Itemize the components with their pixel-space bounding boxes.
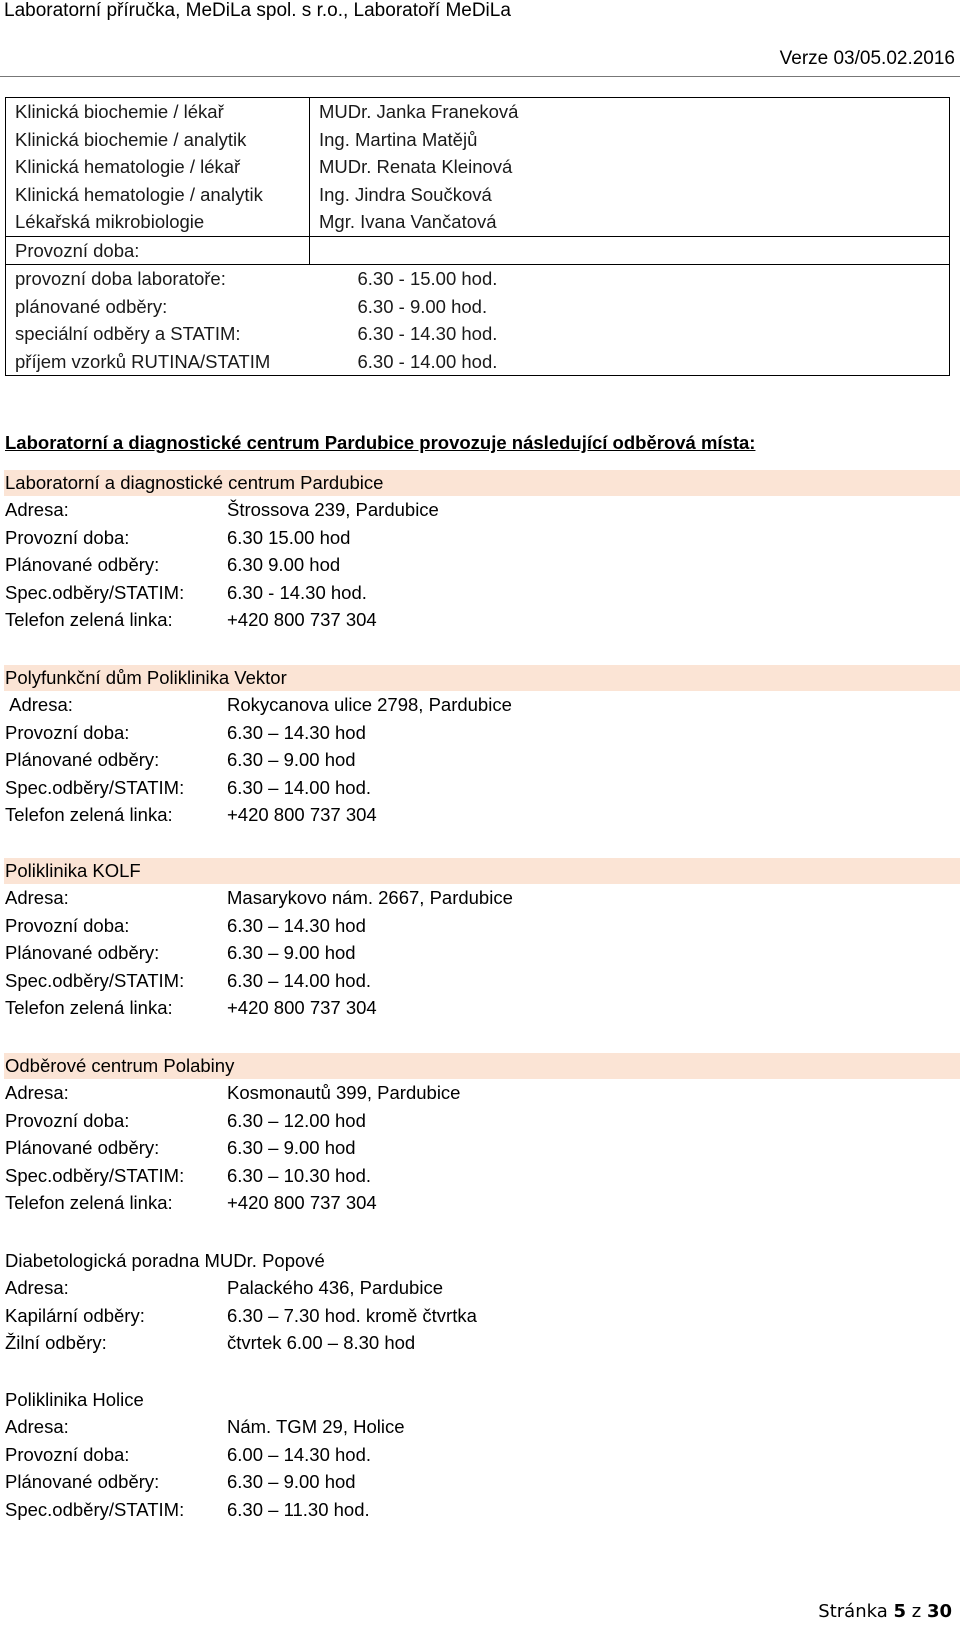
site-name: Poliklinika Holice (5, 1389, 144, 1410)
row-value: 6.30 – 9.00 hod (227, 1137, 356, 1158)
site-row (0, 939, 960, 967)
row-label: Plánované odběry: (5, 1137, 160, 1158)
row-value: 6.30 – 9.00 hod (227, 942, 356, 963)
staff-role: Klinická hematologie / analytik (6, 181, 310, 209)
row-value: 6.30 15.00 hod (227, 526, 351, 548)
staff-role: Klinická hematologie / lékař (6, 153, 310, 181)
site-row (0, 912, 960, 940)
document-version: Verze 03/05.02.2016 (779, 48, 955, 69)
row-value: Masarykovo nám. 2667, Pardubice (227, 887, 513, 908)
site-row (0, 801, 960, 829)
site-block (0, 858, 960, 1022)
row-label: Adresa: (5, 1277, 69, 1298)
row-value: Kosmonautů 399, Pardubice (227, 1082, 461, 1103)
row-label: Spec.odběry/STATIM: (5, 1498, 185, 1520)
row-value: 6.00 – 14.30 hod. (227, 1443, 372, 1465)
staff-row (6, 181, 950, 209)
site-row (0, 579, 960, 607)
hours-value: 6.30 - 14.30 hod. (357, 323, 498, 344)
site-row (0, 496, 960, 524)
site-row (0, 719, 960, 747)
row-label: Adresa: (5, 499, 69, 520)
row-value: 6.30 - 14.30 hod. (227, 581, 367, 603)
staff-name: MUDr. Janka Franeková (319, 101, 519, 122)
site-row (0, 1329, 960, 1357)
site-row (0, 551, 960, 579)
row-label: Adresa: (5, 1082, 69, 1103)
row-label: Telefon zelená linka: (5, 609, 173, 630)
row-label: Telefon zelená linka: (5, 1192, 173, 1213)
row-label: Telefon zelená linka: (5, 997, 173, 1018)
site-block (0, 1248, 960, 1357)
row-value: +420 800 737 304 (227, 609, 377, 630)
site-name: Laboratorní a diagnostické centrum Pardubice (4, 470, 960, 496)
site-row (0, 1441, 960, 1469)
site-row (0, 1274, 960, 1302)
hours-value: 6.30 - 15.00 hod. (310, 265, 950, 293)
row-label: Spec.odběry/STATIM: (5, 1164, 185, 1186)
hours-heading: Provozní doba: (6, 236, 310, 265)
row-value: 6.30 – 14.30 hod (227, 721, 366, 743)
site-row (0, 1302, 960, 1330)
hours-row (6, 348, 950, 376)
row-value: Palackého 436, Pardubice (227, 1277, 443, 1298)
page-number (818, 1601, 952, 1623)
site-name: Odběrové centrum Polabiny (4, 1053, 960, 1079)
site-row (0, 774, 960, 802)
site-name: Poliklinika KOLF (4, 858, 960, 884)
row-label: Plánované odběry: (5, 554, 160, 575)
site-row (0, 1496, 960, 1524)
site-row (0, 994, 960, 1022)
row-value: 6.30 – 14.00 hod. (227, 776, 372, 798)
page-total: 30 (926, 1601, 952, 1622)
row-value: 6.30 – 9.00 hod (227, 749, 356, 770)
site-row (0, 1162, 960, 1190)
staff-name: Mgr. Ivana Vančatová (319, 211, 497, 232)
hours-row (6, 293, 950, 321)
row-value: Štrossova 239, Pardubice (227, 499, 439, 520)
staff-row (6, 208, 950, 236)
staff-name: Ing. Jindra Součková (319, 183, 492, 205)
row-label: Telefon zelená linka: (5, 804, 173, 825)
staff-role: Lékařská mikrobiologie (6, 208, 310, 236)
row-value: 6.30 – 10.30 hod. (227, 1164, 372, 1186)
row-label: Adresa: (5, 1416, 69, 1437)
site-block (0, 470, 960, 634)
hours-label: speciální odběry a STATIM: (15, 323, 241, 344)
site-row (0, 1134, 960, 1162)
page-current: 5 (893, 1601, 907, 1622)
page-header (0, 0, 960, 80)
site-row (0, 691, 960, 719)
hours-heading-row (6, 236, 950, 265)
hours-value: 6.30 - 14.00 hod. (357, 350, 498, 372)
row-label: Plánované odběry: (5, 749, 160, 770)
staff-role: Klinická biochemie / analytik (6, 126, 310, 154)
row-value: 6.30 9.00 hod (227, 554, 341, 575)
row-label: Provozní doba: (5, 1443, 130, 1465)
site-row (0, 1189, 960, 1217)
site-row (0, 884, 960, 912)
row-value: 6.30 – 12.00 hod (227, 1109, 366, 1131)
row-value: Nám. TGM 29, Holice (227, 1416, 405, 1437)
row-value: 6.30 – 14.00 hod. (227, 969, 372, 991)
site-row (0, 1079, 960, 1107)
site-name: Diabetologická poradna MUDr. Popové (5, 1250, 325, 1271)
document-title: Laboratorní příručka, MeDiLa spol. s r.o., Laboratoří MeDiLa (4, 0, 511, 21)
row-value: +420 800 737 304 (227, 997, 377, 1018)
hours-row (6, 320, 950, 348)
page-of-word: z (911, 1601, 922, 1622)
site-row (0, 746, 960, 774)
site-name: Polyfunkční dům Poliklinika Vektor (4, 665, 960, 691)
site-row (0, 524, 960, 552)
site-block (0, 1387, 960, 1523)
row-label: Adresa: (5, 694, 73, 715)
hours-label: příjem vzorků RUTINA/STATIM (15, 350, 271, 372)
header-divider (0, 76, 960, 77)
site-row (0, 967, 960, 995)
staff-row (6, 98, 950, 126)
row-value: +420 800 737 304 (227, 1192, 377, 1213)
staff-name: Ing. Martina Matějů (319, 128, 478, 150)
site-row (0, 1107, 960, 1135)
row-label: Spec.odběry/STATIM: (5, 581, 185, 603)
site-row (0, 1468, 960, 1496)
site-block (0, 1053, 960, 1217)
row-label: Adresa: (5, 887, 69, 908)
hours-row (6, 265, 950, 293)
row-value: 6.30 – 7.30 hod. kromě čtvrtka (227, 1304, 477, 1326)
site-row (0, 1413, 960, 1441)
row-label: Provozní doba: (5, 721, 130, 743)
row-value: čtvrtek 6.00 – 8.30 hod (227, 1332, 416, 1353)
staff-name: MUDr. Renata Kleinová (319, 156, 513, 177)
row-label: Spec.odběry/STATIM: (5, 969, 185, 991)
row-label: Žilní odběry: (5, 1332, 107, 1353)
hours-label: provozní doba laboratoře: (6, 265, 310, 293)
row-label: Provozní doba: (5, 526, 130, 548)
sites-heading: Laboratorní a diagnostické centrum Pardubice provozuje následující odběrová místa: (5, 432, 756, 453)
page-word: Stránka (818, 1601, 888, 1622)
staff-row (6, 153, 950, 181)
staff-table (5, 97, 950, 376)
hours-label: plánované odběry: (15, 295, 168, 317)
row-label: Plánované odběry: (5, 1471, 160, 1492)
row-label: Provozní doba: (5, 914, 130, 936)
hours-value: 6.30 - 9.00 hod. (357, 295, 488, 317)
row-label: Spec.odběry/STATIM: (5, 776, 185, 798)
row-label: Plánované odběry: (5, 942, 160, 963)
row-value: 6.30 – 14.30 hod (227, 914, 366, 936)
row-value: 6.30 – 11.30 hod. (227, 1498, 370, 1520)
row-value: 6.30 – 9.00 hod (227, 1471, 356, 1492)
row-value: Rokycanova ulice 2798, Pardubice (227, 694, 512, 715)
staff-role: Klinická biochemie / lékař (6, 98, 310, 126)
site-row (0, 606, 960, 634)
site-block (0, 665, 960, 829)
row-label: Kapilární odběry: (5, 1304, 145, 1326)
row-value: +420 800 737 304 (227, 804, 377, 825)
staff-row (6, 126, 950, 154)
row-label: Provozní doba: (5, 1109, 130, 1131)
